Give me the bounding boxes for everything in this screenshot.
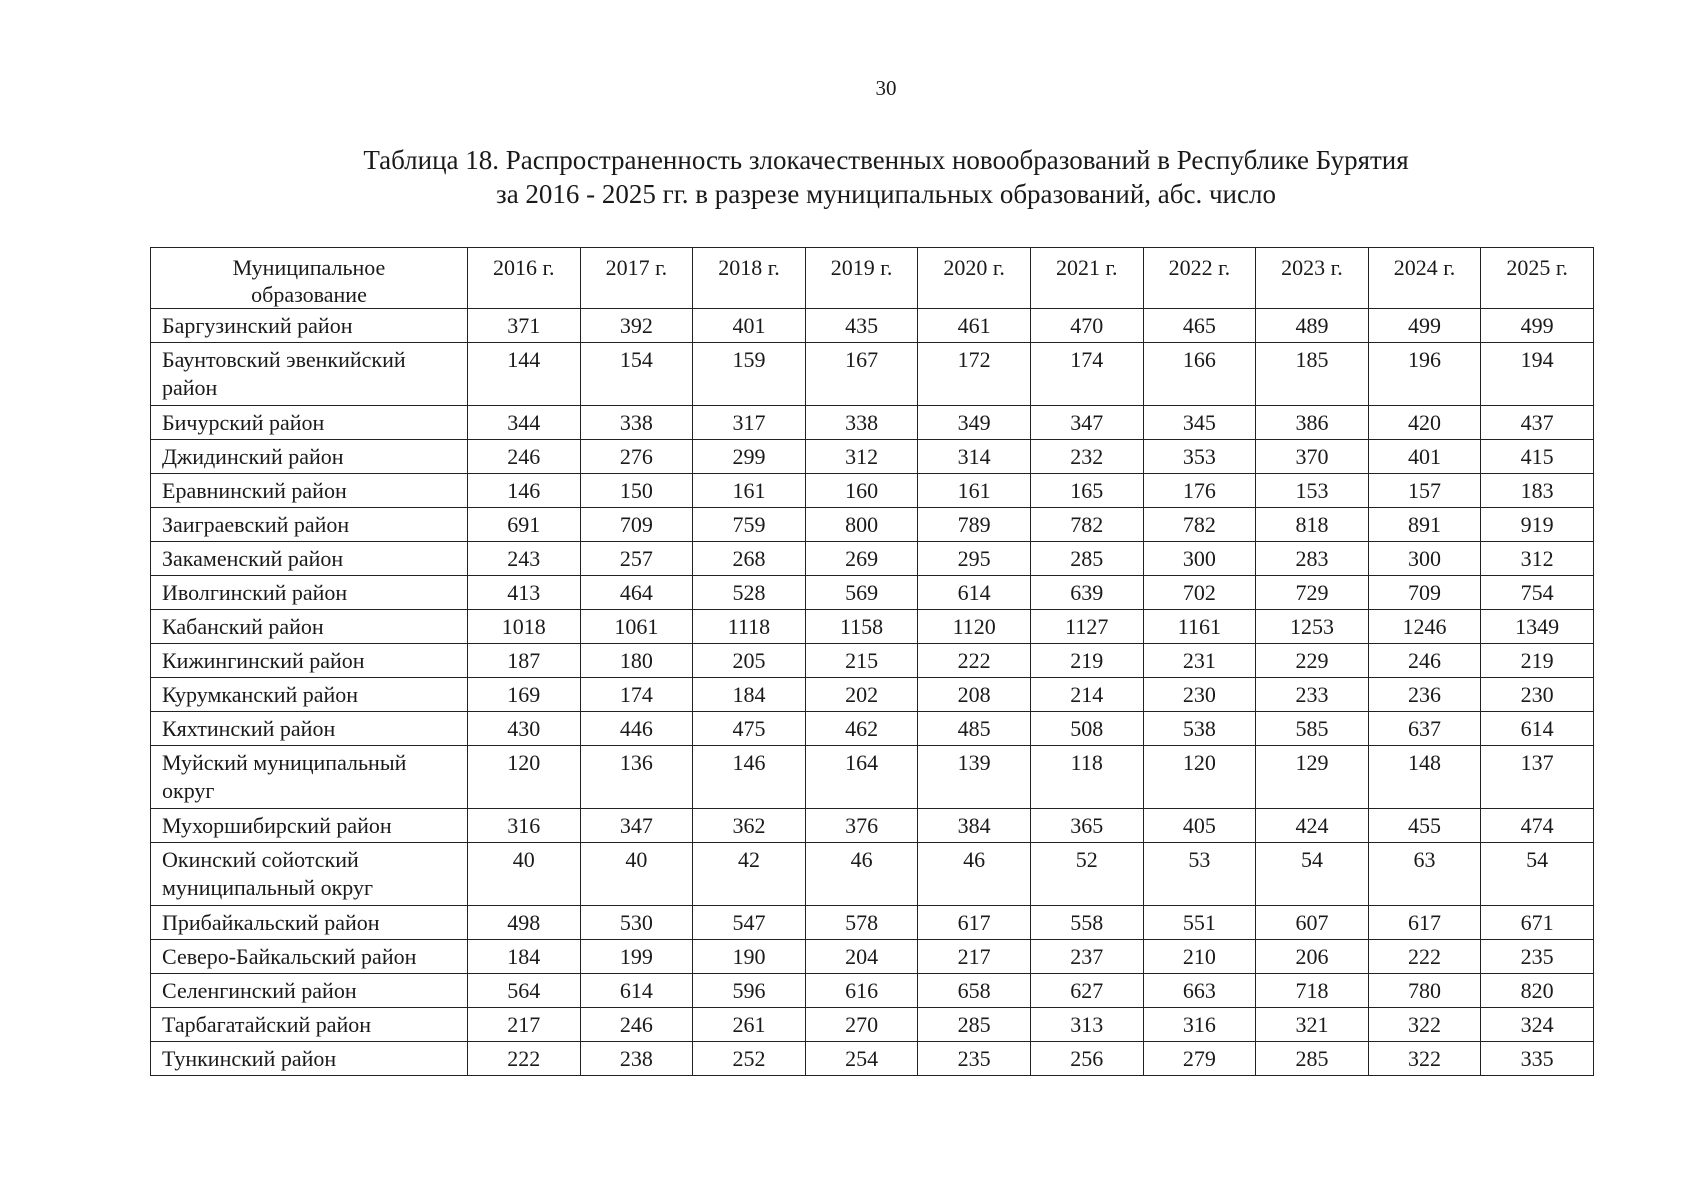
value-cell: 818: [1256, 508, 1369, 542]
value-cell: 691: [468, 508, 581, 542]
value-cell: 199: [580, 940, 693, 974]
value-cell: 295: [918, 542, 1031, 576]
value-cell: 321: [1256, 1008, 1369, 1042]
value-cell: 144: [468, 343, 581, 406]
value-cell: 167: [805, 343, 918, 406]
value-cell: 246: [468, 440, 581, 474]
column-header-year: 2019 г.: [805, 248, 918, 309]
value-cell: 118: [1030, 746, 1143, 809]
value-cell: 729: [1256, 576, 1369, 610]
municipality-name-cell: Тункинский район: [151, 1042, 468, 1076]
column-header-year: 2023 г.: [1256, 248, 1369, 309]
value-cell: 508: [1030, 712, 1143, 746]
value-cell: 285: [918, 1008, 1031, 1042]
column-header-year: 2021 г.: [1030, 248, 1143, 309]
value-cell: 159: [693, 343, 806, 406]
value-cell: 205: [693, 644, 806, 678]
value-cell: 46: [918, 843, 1031, 906]
value-cell: 324: [1481, 1008, 1594, 1042]
value-cell: 238: [580, 1042, 693, 1076]
value-cell: 235: [1481, 940, 1594, 974]
value-cell: 174: [580, 678, 693, 712]
value-cell: 616: [805, 974, 918, 1008]
column-header-year: 2018 г.: [693, 248, 806, 309]
value-cell: 276: [580, 440, 693, 474]
column-header-year: 2017 г.: [580, 248, 693, 309]
value-cell: 538: [1143, 712, 1256, 746]
value-cell: 160: [805, 474, 918, 508]
value-cell: 1246: [1368, 610, 1481, 644]
value-cell: 316: [468, 809, 581, 843]
value-cell: 475: [693, 712, 806, 746]
column-header-year: 2025 г.: [1481, 248, 1594, 309]
value-cell: 338: [805, 406, 918, 440]
value-cell: 345: [1143, 406, 1256, 440]
table-row: [151, 440, 1594, 474]
table-row: [151, 1042, 1594, 1076]
table-row: [151, 843, 1594, 906]
value-cell: 485: [918, 712, 1031, 746]
value-cell: 40: [468, 843, 581, 906]
prevalence-table: [150, 247, 1594, 1076]
table-row: [151, 474, 1594, 508]
value-cell: 365: [1030, 809, 1143, 843]
value-cell: 344: [468, 406, 581, 440]
value-cell: 54: [1481, 843, 1594, 906]
value-cell: 214: [1030, 678, 1143, 712]
value-cell: 386: [1256, 406, 1369, 440]
value-cell: 204: [805, 940, 918, 974]
table-row: [151, 940, 1594, 974]
value-cell: 261: [693, 1008, 806, 1042]
value-cell: 42: [693, 843, 806, 906]
municipality-name-cell: Баунтовский эвенкийский район: [151, 343, 468, 406]
value-cell: 349: [918, 406, 1031, 440]
value-cell: 370: [1256, 440, 1369, 474]
value-cell: 129: [1256, 746, 1369, 809]
value-cell: 639: [1030, 576, 1143, 610]
value-cell: 120: [468, 746, 581, 809]
value-cell: 413: [468, 576, 581, 610]
value-cell: 371: [468, 309, 581, 343]
value-cell: 353: [1143, 440, 1256, 474]
value-cell: 702: [1143, 576, 1256, 610]
value-cell: 150: [580, 474, 693, 508]
municipality-name-cell: Заиграевский район: [151, 508, 468, 542]
value-cell: 190: [693, 940, 806, 974]
value-cell: 232: [1030, 440, 1143, 474]
table-row: [151, 746, 1594, 809]
value-cell: 405: [1143, 809, 1256, 843]
table-row: [151, 809, 1594, 843]
value-cell: 300: [1368, 542, 1481, 576]
value-cell: 401: [693, 309, 806, 343]
column-header-year: 2020 г.: [918, 248, 1031, 309]
value-cell: 1349: [1481, 610, 1594, 644]
value-cell: 462: [805, 712, 918, 746]
value-cell: 137: [1481, 746, 1594, 809]
table-title-line-2: за 2016 - 2025 гг. в разрезе муниципальных образований, абс. число: [496, 179, 1276, 209]
value-cell: 161: [918, 474, 1031, 508]
municipality-name-cell: Северо-Байкальский район: [151, 940, 468, 974]
table-row: [151, 406, 1594, 440]
table-row: [151, 343, 1594, 406]
value-cell: 455: [1368, 809, 1481, 843]
value-cell: 627: [1030, 974, 1143, 1008]
value-cell: 219: [1030, 644, 1143, 678]
value-cell: 136: [580, 746, 693, 809]
value-cell: 176: [1143, 474, 1256, 508]
value-cell: 246: [1368, 644, 1481, 678]
value-cell: 663: [1143, 974, 1256, 1008]
value-cell: 435: [805, 309, 918, 343]
value-cell: 243: [468, 542, 581, 576]
value-cell: 1127: [1030, 610, 1143, 644]
value-cell: 415: [1481, 440, 1594, 474]
value-cell: 229: [1256, 644, 1369, 678]
table-header-row: [151, 248, 1594, 309]
municipality-name-cell: Иволгинский район: [151, 576, 468, 610]
value-cell: 671: [1481, 906, 1594, 940]
value-cell: 174: [1030, 343, 1143, 406]
value-cell: 437: [1481, 406, 1594, 440]
value-cell: 63: [1368, 843, 1481, 906]
value-cell: 54: [1256, 843, 1369, 906]
value-cell: 614: [580, 974, 693, 1008]
value-cell: 782: [1143, 508, 1256, 542]
table-row: [151, 576, 1594, 610]
value-cell: 187: [468, 644, 581, 678]
value-cell: 230: [1481, 678, 1594, 712]
value-cell: 153: [1256, 474, 1369, 508]
value-cell: 246: [580, 1008, 693, 1042]
value-cell: 362: [693, 809, 806, 843]
value-cell: 210: [1143, 940, 1256, 974]
value-cell: 279: [1143, 1042, 1256, 1076]
value-cell: 498: [468, 906, 581, 940]
value-cell: 252: [693, 1042, 806, 1076]
value-cell: 499: [1481, 309, 1594, 343]
value-cell: 384: [918, 809, 1031, 843]
municipality-name-cell: Бичурский район: [151, 406, 468, 440]
value-cell: 596: [693, 974, 806, 1008]
table-row: [151, 610, 1594, 644]
municipality-name-cell: Мухоршибирский район: [151, 809, 468, 843]
value-cell: 569: [805, 576, 918, 610]
value-cell: 270: [805, 1008, 918, 1042]
value-cell: 780: [1368, 974, 1481, 1008]
value-cell: 617: [918, 906, 1031, 940]
value-cell: 1120: [918, 610, 1031, 644]
value-cell: 157: [1368, 474, 1481, 508]
value-cell: 165: [1030, 474, 1143, 508]
value-cell: 617: [1368, 906, 1481, 940]
value-cell: 202: [805, 678, 918, 712]
value-cell: 222: [468, 1042, 581, 1076]
value-cell: 465: [1143, 309, 1256, 343]
municipality-name-cell: Джидинский район: [151, 440, 468, 474]
value-cell: 1161: [1143, 610, 1256, 644]
column-header-year: 2022 г.: [1143, 248, 1256, 309]
municipality-name-cell: Окинский сойотский муниципальный округ: [151, 843, 468, 906]
value-cell: 461: [918, 309, 1031, 343]
value-cell: 169: [468, 678, 581, 712]
value-cell: 257: [580, 542, 693, 576]
value-cell: 230: [1143, 678, 1256, 712]
value-cell: 217: [918, 940, 1031, 974]
value-cell: 215: [805, 644, 918, 678]
table-row: [151, 1008, 1594, 1042]
table-row: [151, 542, 1594, 576]
value-cell: 637: [1368, 712, 1481, 746]
value-cell: 148: [1368, 746, 1481, 809]
value-cell: 392: [580, 309, 693, 343]
value-cell: 120: [1143, 746, 1256, 809]
value-cell: 470: [1030, 309, 1143, 343]
value-cell: 268: [693, 542, 806, 576]
value-cell: 184: [468, 940, 581, 974]
value-cell: 1118: [693, 610, 806, 644]
value-cell: 376: [805, 809, 918, 843]
value-cell: 800: [805, 508, 918, 542]
municipality-name-cell: Еравнинский район: [151, 474, 468, 508]
value-cell: 335: [1481, 1042, 1594, 1076]
value-cell: 222: [918, 644, 1031, 678]
value-cell: 430: [468, 712, 581, 746]
value-cell: 709: [580, 508, 693, 542]
municipality-name-cell: Курумканский район: [151, 678, 468, 712]
value-cell: 283: [1256, 542, 1369, 576]
value-cell: 314: [918, 440, 1031, 474]
value-cell: 474: [1481, 809, 1594, 843]
value-cell: 285: [1030, 542, 1143, 576]
value-cell: 164: [805, 746, 918, 809]
value-cell: 464: [580, 576, 693, 610]
value-cell: 614: [1481, 712, 1594, 746]
value-cell: 322: [1368, 1008, 1481, 1042]
table-row: [151, 712, 1594, 746]
value-cell: 219: [1481, 644, 1594, 678]
table-row: [151, 678, 1594, 712]
value-cell: 759: [693, 508, 806, 542]
value-cell: 46: [805, 843, 918, 906]
table-row: [151, 644, 1594, 678]
municipality-name-cell: Кяхтинский район: [151, 712, 468, 746]
value-cell: 139: [918, 746, 1031, 809]
value-cell: 154: [580, 343, 693, 406]
table-title: [0, 143, 1698, 211]
page-number: 30: [875, 76, 897, 100]
value-cell: 184: [693, 678, 806, 712]
value-cell: 718: [1256, 974, 1369, 1008]
value-cell: 194: [1481, 343, 1594, 406]
value-cell: 236: [1368, 678, 1481, 712]
municipality-name-cell: Закаменский район: [151, 542, 468, 576]
value-cell: 347: [580, 809, 693, 843]
value-cell: 919: [1481, 508, 1594, 542]
value-cell: 235: [918, 1042, 1031, 1076]
value-cell: 547: [693, 906, 806, 940]
value-cell: 820: [1481, 974, 1594, 1008]
value-cell: 1061: [580, 610, 693, 644]
value-cell: 312: [1481, 542, 1594, 576]
value-cell: 172: [918, 343, 1031, 406]
value-cell: 446: [580, 712, 693, 746]
value-cell: 420: [1368, 406, 1481, 440]
value-cell: 146: [468, 474, 581, 508]
municipality-name-cell: Муйский муниципальный округ: [151, 746, 468, 809]
value-cell: 313: [1030, 1008, 1143, 1042]
value-cell: 424: [1256, 809, 1369, 843]
table-title-line-1: Таблица 18. Распространенность злокачественных новообразований в Республике Бурятия: [363, 145, 1409, 175]
value-cell: 551: [1143, 906, 1256, 940]
value-cell: 1158: [805, 610, 918, 644]
value-cell: 233: [1256, 678, 1369, 712]
value-cell: 585: [1256, 712, 1369, 746]
value-cell: 161: [693, 474, 806, 508]
column-header-year: 2024 г.: [1368, 248, 1481, 309]
value-cell: 180: [580, 644, 693, 678]
value-cell: 317: [693, 406, 806, 440]
value-cell: 196: [1368, 343, 1481, 406]
value-cell: 789: [918, 508, 1031, 542]
value-cell: 237: [1030, 940, 1143, 974]
value-cell: 52: [1030, 843, 1143, 906]
value-cell: 658: [918, 974, 1031, 1008]
value-cell: 891: [1368, 508, 1481, 542]
municipality-name-cell: Тарбагатайский район: [151, 1008, 468, 1042]
municipality-name-cell: Прибайкальский район: [151, 906, 468, 940]
value-cell: 285: [1256, 1042, 1369, 1076]
value-cell: 166: [1143, 343, 1256, 406]
value-cell: 401: [1368, 440, 1481, 474]
table-row: [151, 508, 1594, 542]
value-cell: 754: [1481, 576, 1594, 610]
value-cell: 499: [1368, 309, 1481, 343]
municipality-name-cell: Кижингинский район: [151, 644, 468, 678]
value-cell: 217: [468, 1008, 581, 1042]
value-cell: 269: [805, 542, 918, 576]
value-cell: 254: [805, 1042, 918, 1076]
value-cell: 709: [1368, 576, 1481, 610]
value-cell: 782: [1030, 508, 1143, 542]
municipality-name-cell: Селенгинский район: [151, 974, 468, 1008]
table-row: [151, 974, 1594, 1008]
value-cell: 489: [1256, 309, 1369, 343]
value-cell: 338: [580, 406, 693, 440]
value-cell: 322: [1368, 1042, 1481, 1076]
value-cell: 316: [1143, 1008, 1256, 1042]
column-header-year: 2016 г.: [468, 248, 581, 309]
column-header-municipality: Муниципальное образование: [151, 248, 468, 309]
value-cell: 578: [805, 906, 918, 940]
value-cell: 528: [693, 576, 806, 610]
municipality-name-cell: Баргузинский район: [151, 309, 468, 343]
value-cell: 146: [693, 746, 806, 809]
value-cell: 530: [580, 906, 693, 940]
value-cell: 183: [1481, 474, 1594, 508]
value-cell: 231: [1143, 644, 1256, 678]
value-cell: 1018: [468, 610, 581, 644]
value-cell: 312: [805, 440, 918, 474]
table-row: [151, 906, 1594, 940]
value-cell: 1253: [1256, 610, 1369, 644]
value-cell: 347: [1030, 406, 1143, 440]
value-cell: 40: [580, 843, 693, 906]
value-cell: 558: [1030, 906, 1143, 940]
value-cell: 614: [918, 576, 1031, 610]
table-row: [151, 309, 1594, 343]
value-cell: 607: [1256, 906, 1369, 940]
value-cell: 185: [1256, 343, 1369, 406]
value-cell: 206: [1256, 940, 1369, 974]
municipality-name-cell: Кабанский район: [151, 610, 468, 644]
value-cell: 300: [1143, 542, 1256, 576]
value-cell: 299: [693, 440, 806, 474]
value-cell: 208: [918, 678, 1031, 712]
value-cell: 564: [468, 974, 581, 1008]
value-cell: 53: [1143, 843, 1256, 906]
value-cell: 222: [1368, 940, 1481, 974]
value-cell: 256: [1030, 1042, 1143, 1076]
table-body: [151, 309, 1594, 1076]
